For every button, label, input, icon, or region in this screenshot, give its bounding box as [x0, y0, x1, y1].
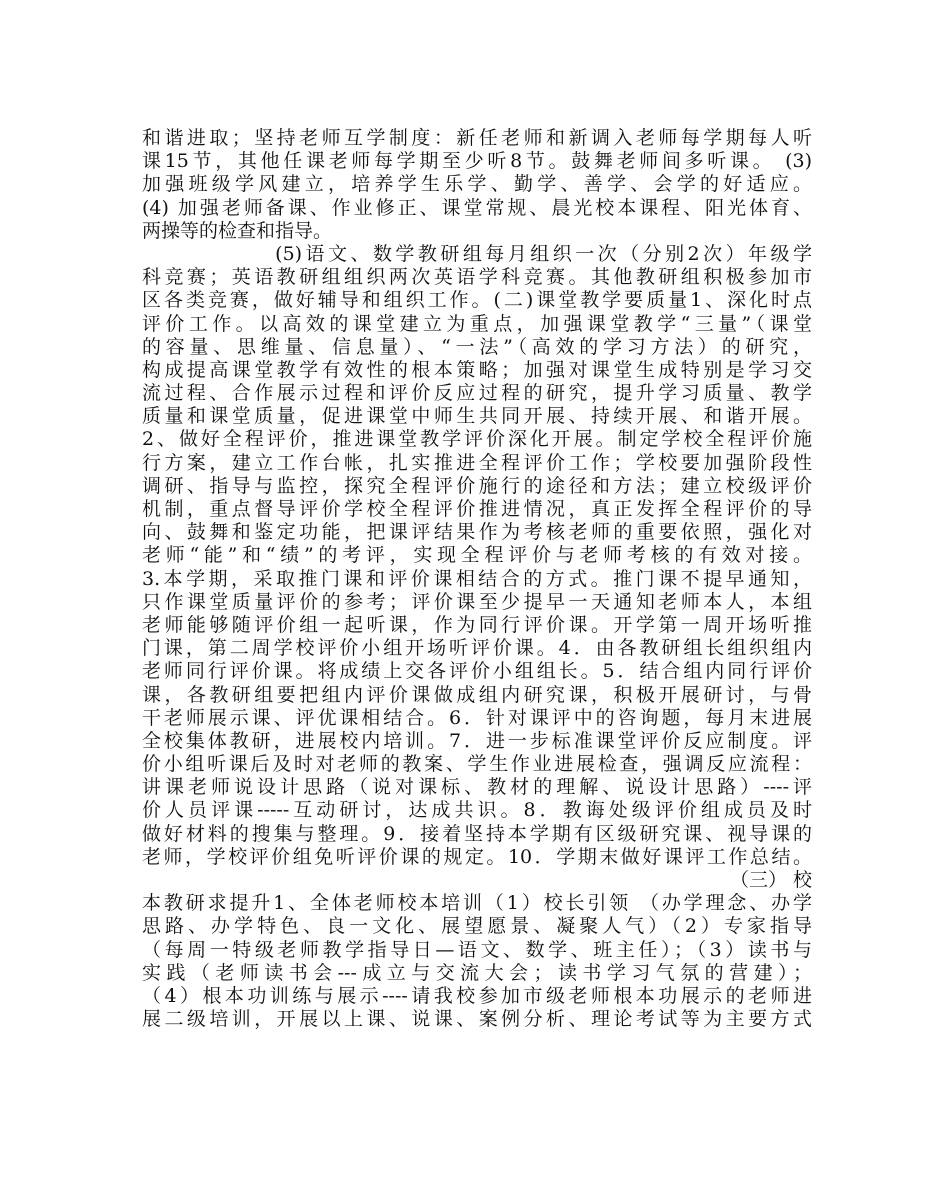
text-line: 行方案，建立工作台帐，扎实推进全程评价工作；学校要加强阶段性 — [142, 451, 812, 474]
text-line: 的容量、思维量、信息量）、“一法”（高效的学习方法）的研究， — [142, 335, 812, 358]
text-line: （每周一特级老师教学指导日—语文、数学、班主任）；（3）读书与 — [142, 938, 812, 961]
text-line: (5)语文、数学教研组每月组织一次（分别2次）年级学 — [142, 242, 812, 265]
text-line: 干老师展示课、评优课相结合。6．针对课评中的咨询题，每月末进展 — [142, 706, 812, 729]
text-line: 评价工作。以高效的课堂建立为重点，加强课堂教学“三量”（课堂 — [142, 312, 812, 335]
text-line: 老师同行评价课。将成绩上交各评价小组组长。5．结合组内同行评价 — [142, 660, 812, 683]
text-line: 加强班级学风建立，培养学生乐学、勤学、善学、会学的好适应。 — [142, 173, 812, 196]
text-line: 全校集体教研，进展校内培训。7．进一步标准课堂评价反应制度。评 — [142, 729, 812, 752]
text-line: 课15节，其他任课老师每学期至少听8节。鼓舞老师间多听课。 (3) — [142, 150, 812, 173]
text-line: 两操等的检查和指导。 — [142, 219, 333, 242]
text-line: 科竞赛；英语教研组组织两次英语学科竞赛。其他教研组积极参加市 — [142, 266, 812, 289]
text-line: 区各类竞赛，做好辅导和组织工作。(二)课堂教学要质量1、深化时点 — [142, 289, 812, 312]
text-line: 老师“能”和“绩”的考评，实现全程评价与老师考核的有效对接。 — [142, 544, 812, 567]
text-line: 流过程、合作展示过程和评价反应过程的研究，提升学习质量、教学 — [142, 382, 812, 405]
text-line: 价人员评课-----互动研讨，达成共识。8．教诲处级评价组成员及时 — [142, 799, 812, 822]
text-line: 调研、指导与监控，探究全程评价施行的途径和方法；建立校级评价 — [142, 474, 812, 497]
text-line: 2、做好全程评价，推进课堂教学评价深化开展。制定学校全程评价施 — [142, 428, 812, 451]
text-line: 构成提高课堂教学有效性的根本策略；加强对课堂生成特别是学习交 — [142, 358, 812, 381]
section-heading-line: （三） 校 — [729, 869, 812, 891]
text-line: 机制，重点督导评价学校全程评价推进情况，真正发挥全程评价的导 — [142, 498, 812, 520]
text-line: (4) 加强老师备课、作业修正、课堂常规、晨光校本课程、阳光体育、 — [142, 196, 812, 219]
text-line: 价小组听课后及时对老师的教案、学生作业进展检查，强调反应流程： — [142, 753, 812, 776]
text-line: 本教研求提升1、全体老师校本培训（1）校长引领 （办学理念、办学 — [142, 892, 812, 915]
text-line: 和谐进取；坚持老师互学制度：新任老师和新调入老师每学期每人听 — [142, 127, 812, 149]
text-line: 做好材料的搜集与整理。9．接着坚持本学期有区级研究课、视导课的 — [142, 822, 812, 845]
text-line: 思路、办学特色、良一文化、展望愿景、凝聚人气）（2）专家指导 — [142, 915, 812, 938]
text-line: 实践（老师读书会---成立与交流大会；读书学习气氛的营建）； — [142, 961, 812, 984]
text-line: 课，各教研组要把组内评价课做成组内研究课，积极开展研讨，与骨 — [142, 683, 812, 706]
text-line: 门课，第二周学校评价小组开场听评价课。4．由各教研组长组织组内 — [142, 637, 812, 660]
text-line: 只作课堂质量评价的参考；评价课至少提早一天通知老师本人，本组 — [142, 590, 812, 613]
text-line: 质量和课堂质量，促进课堂中师生共同开展、持续开展、和谐开展。 — [142, 405, 812, 428]
text-line: 讲课老师说设计思路（说对课标、教材的理解、说设计思路）----评 — [142, 776, 812, 799]
text-line: 老师，学校评价组免听评价课的规定。10．学期末做好课评工作总结。 — [142, 845, 812, 868]
text-line: （4）根本功训练与展示----请我校参加市级老师根本功展示的老师进 — [142, 984, 812, 1007]
text-line: 老师能够随评价组一起听课，作为同行评价课。开学第一周开场听推 — [142, 613, 812, 636]
body-text — [142, 127, 812, 1031]
text-line: 展二级培训，开展以上课、说课、案例分析、理论考试等为主要方式 — [142, 1008, 812, 1031]
text-line: 向、鼓舞和鉴定功能，把课评结果作为考核老师的重要依照，强化对 — [142, 521, 812, 544]
text-line: 3.本学期，采取推门课和评价课相结合的方式。推门课不提早通知， — [142, 567, 812, 590]
